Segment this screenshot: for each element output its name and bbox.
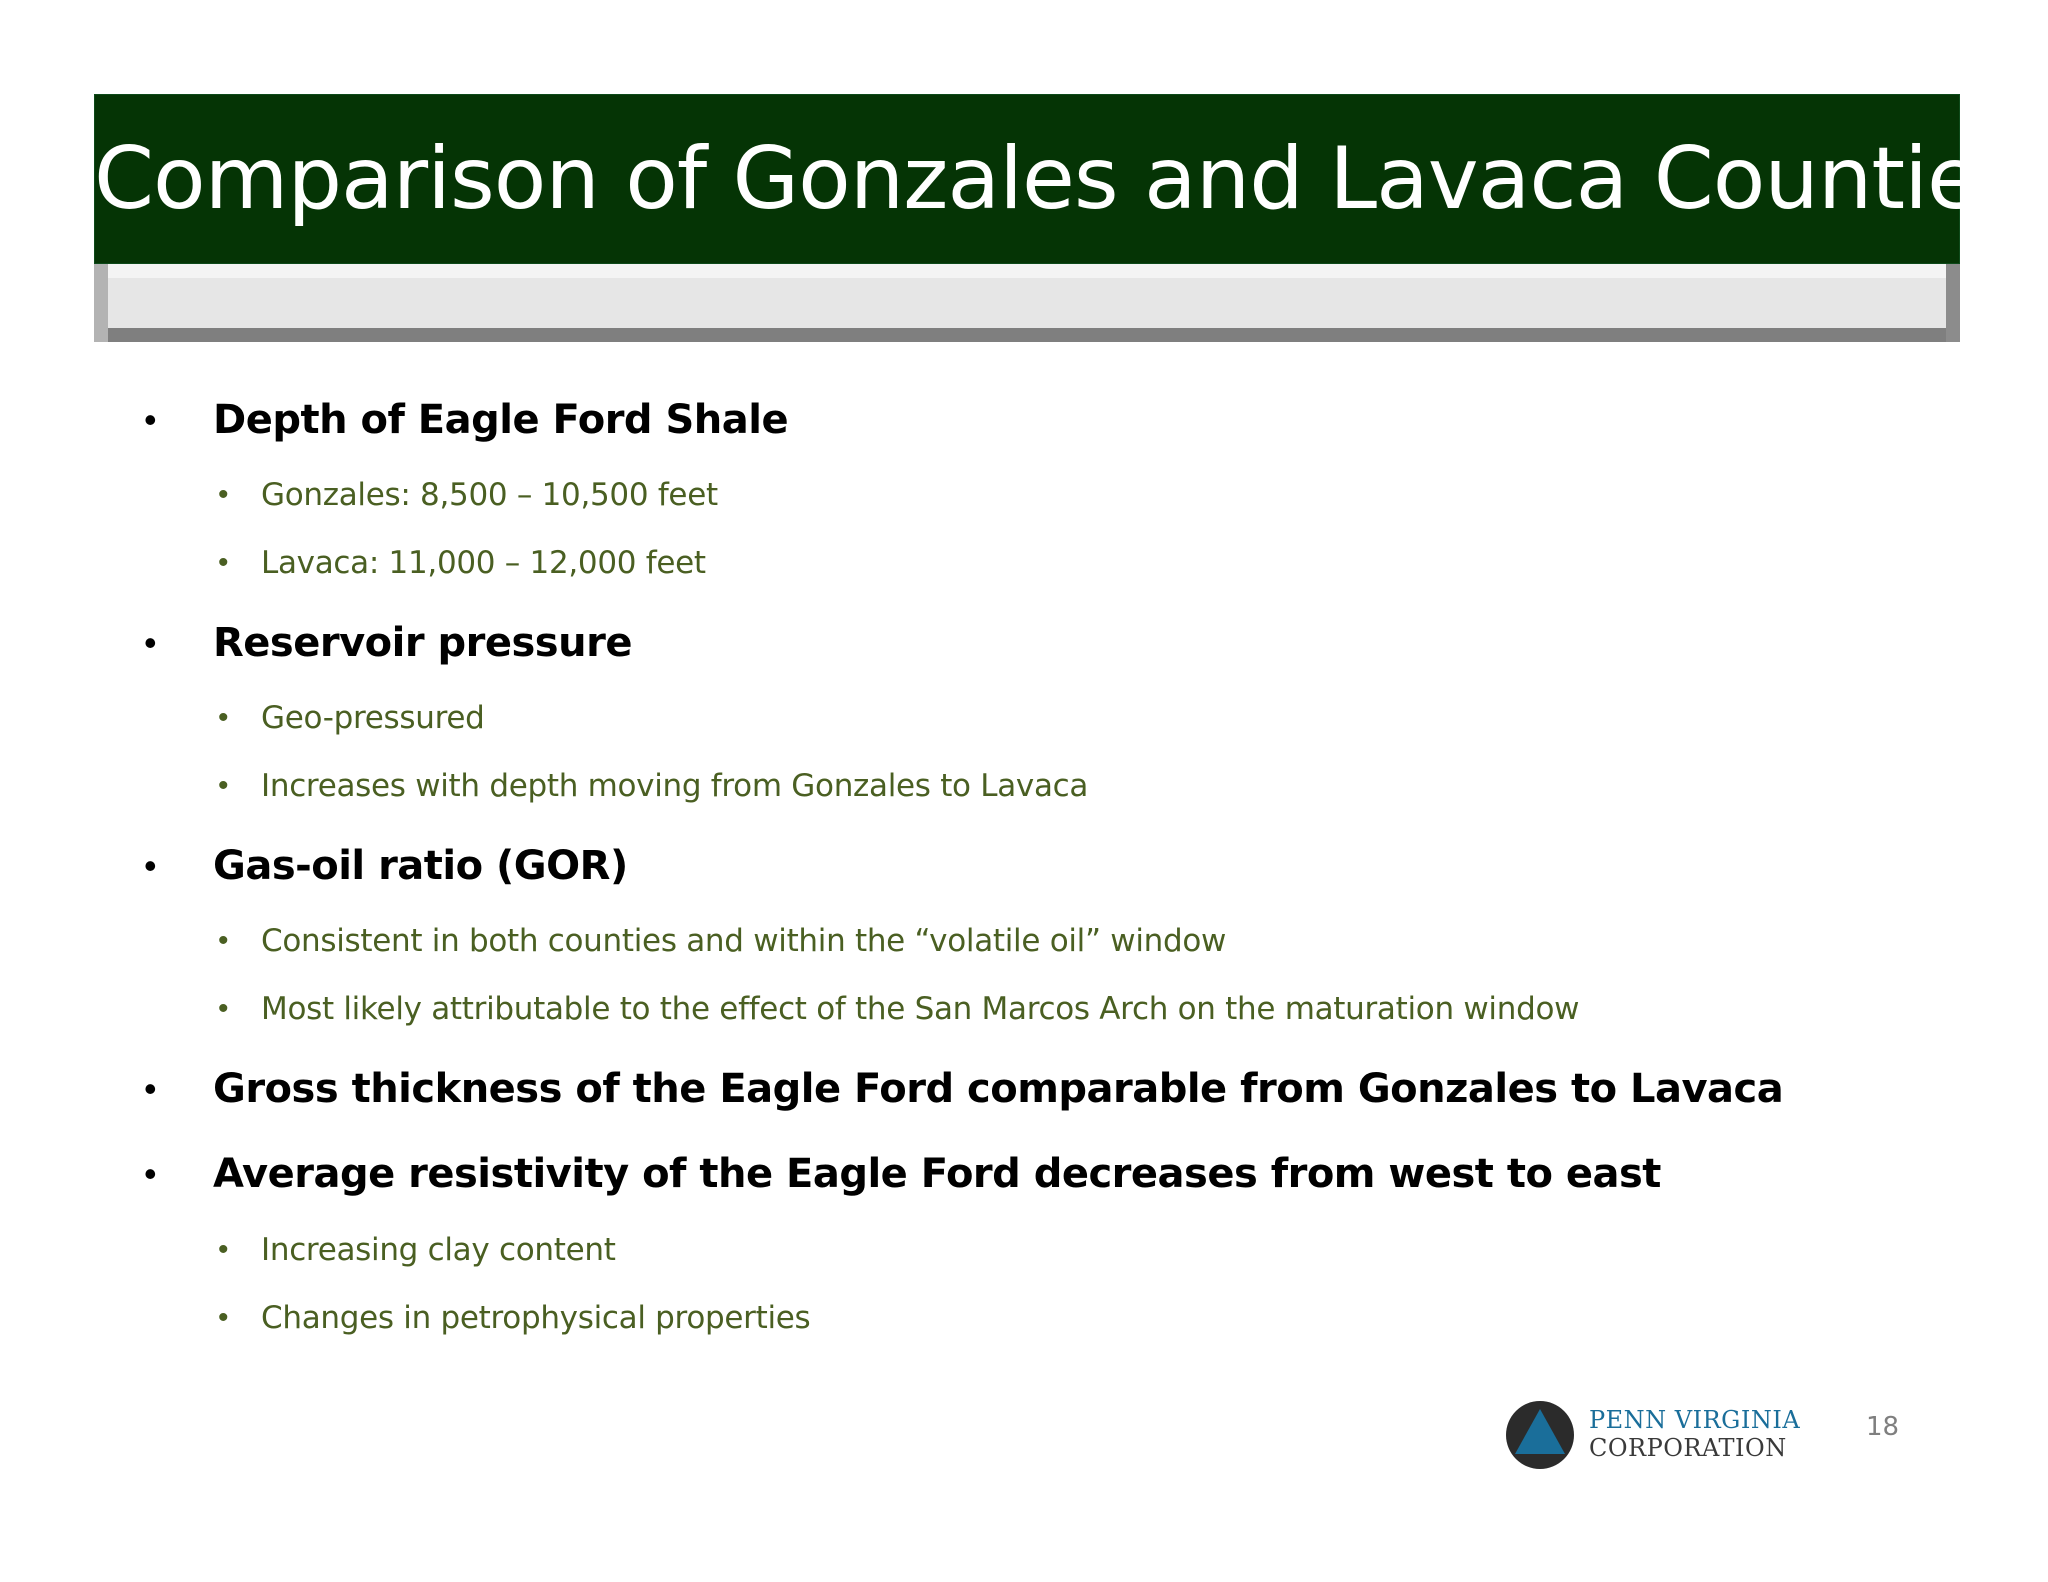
sub-bullet-dot: •	[218, 546, 229, 579]
bullet-dot: •	[144, 399, 157, 440]
sub-bullet-dot: •	[218, 924, 229, 957]
bullet-text: Gross thickness of the Eagle Ford comparable from Gonzales to Lavaca	[213, 1066, 1784, 1112]
sub-bullet-dot: •	[218, 1301, 229, 1334]
page-number: 18	[1866, 1412, 1900, 1442]
bullet-dot: •	[144, 1068, 157, 1109]
sub-bullet-dot: •	[218, 478, 229, 511]
slide-title: Comparison of Gonzales and Lavaca Counties	[94, 129, 2023, 229]
bullet-text: Average resistivity of the Eagle Ford decreases from west to east	[213, 1151, 1661, 1197]
bullet-dot: •	[144, 1153, 157, 1194]
sub-bullet-dot: •	[218, 769, 229, 802]
bullet-text: Depth of Eagle Ford Shale	[213, 397, 789, 443]
sub-bullet-text: Gonzales: 8,500 – 10,500 feet	[261, 477, 718, 513]
bullet-dot: •	[144, 845, 157, 886]
sub-bullet-dot: •	[218, 1233, 229, 1266]
sub-bullet-dot: •	[218, 701, 229, 734]
sub-bullet-text: Lavaca: 11,000 – 12,000 feet	[261, 545, 706, 581]
sub-bullet-text: Changes in petrophysical properties	[261, 1300, 811, 1336]
bullet-text: Reservoir pressure	[213, 620, 632, 666]
bullet-text: Gas-oil ratio (GOR)	[213, 843, 628, 889]
sub-bullet-text: Increasing clay content	[261, 1232, 616, 1268]
sub-bullet-text: Most likely attributable to the effect of the San Marcos Arch on the maturation window	[261, 991, 1580, 1027]
triangle-in-circle-icon	[1505, 1400, 1575, 1470]
bullet-dot: •	[144, 622, 157, 663]
company-logo	[1505, 1400, 1801, 1472]
sub-bullet-text: Increases with depth moving from Gonzales to Lavaca	[261, 768, 1089, 804]
sub-bullet-text: Consistent in both counties and within the “volatile oil” window	[261, 923, 1227, 959]
logo-text-line1: PENN VIRGINIA	[1589, 1406, 1801, 1434]
logo-text-line2: CORPORATION	[1589, 1434, 1787, 1462]
sub-bullet-text: Geo-pressured	[261, 700, 485, 736]
sub-bullet-dot: •	[218, 992, 229, 1025]
